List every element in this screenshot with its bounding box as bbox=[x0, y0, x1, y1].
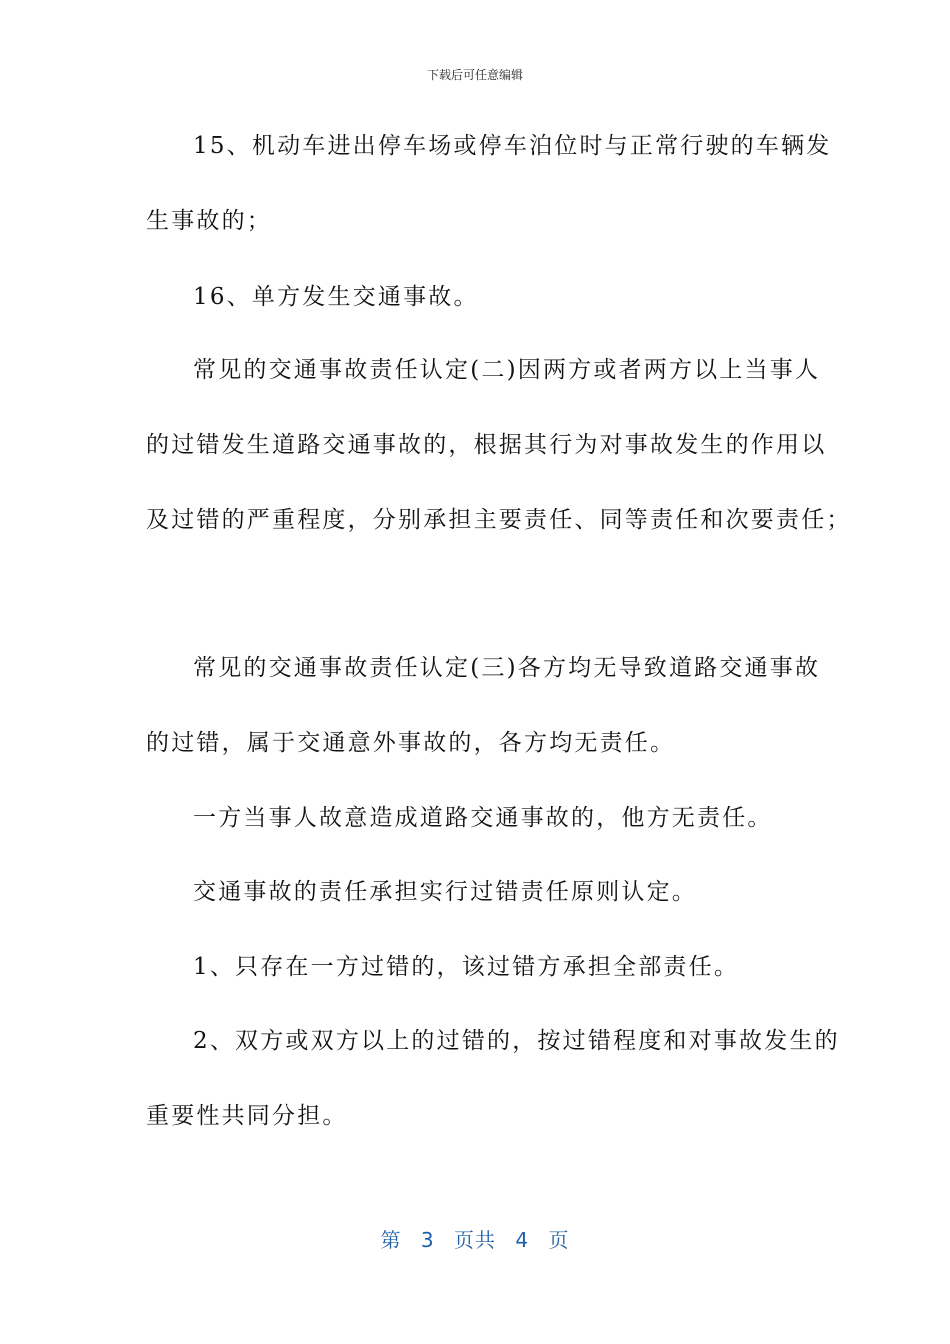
footer-label-end: 页 bbox=[548, 1228, 570, 1252]
body-line: 生事故的； bbox=[146, 208, 272, 234]
body-line: 1、只存在一方过错的，该过错方承担全部责任。 bbox=[193, 954, 740, 980]
body-line: 16、单方发生交通事故。 bbox=[193, 284, 479, 310]
body-line: 的过错发生道路交通事故的，根据其行为对事故发生的作用以 bbox=[146, 432, 827, 458]
footer-current-page: 3 bbox=[420, 1228, 435, 1252]
body-line: 交通事故的责任承担实行过错责任原则认定。 bbox=[193, 879, 697, 905]
footer-label-total: 页共 bbox=[454, 1228, 496, 1252]
body-line: 的过错，属于交通意外事故的，各方均无责任。 bbox=[146, 730, 676, 756]
body-line: 常见的交通事故责任认定(二)因两方或者两方以上当事人 bbox=[193, 357, 821, 383]
footer-label-page: 第 bbox=[380, 1228, 402, 1252]
page-footer bbox=[0, 1224, 950, 1253]
footer-total-pages: 4 bbox=[515, 1228, 530, 1252]
body-line: 2、双方或双方以上的过错的，按过错程度和对事故发生的 bbox=[193, 1028, 840, 1054]
body-line: 及过错的严重程度，分别承担主要责任、同等责任和次要责任； bbox=[146, 507, 852, 533]
body-line: 常见的交通事故责任认定(三)各方均无导致道路交通事故 bbox=[193, 655, 821, 681]
page-header: 下载后可任意编辑 bbox=[426, 68, 523, 82]
body-line: 一方当事人故意造成道路交通事故的，他方无责任。 bbox=[193, 805, 773, 831]
body-line: 重要性共同分担。 bbox=[146, 1103, 348, 1129]
body-line: 15、机动车进出停车场或停车泊位时与正常行驶的车辆发 bbox=[193, 133, 832, 159]
